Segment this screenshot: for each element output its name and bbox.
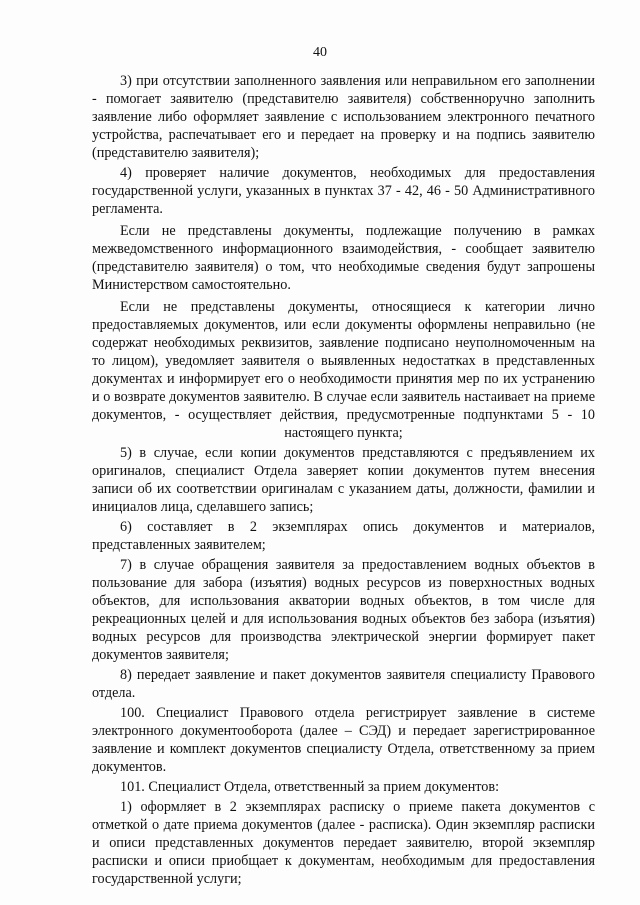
- paragraph-item-5: 5) в случае, если копии документов представляются с предъявлением их оригиналов, специалист Отдела заверяет копии документов путем внесения записи об их соответствии оригиналам с указанием даты, должности, фамилии и инициалов лица, сделавшего запись;: [92, 445, 595, 515]
- paragraph-item-8: 8) передает заявление и пакет документов заявителя специалисту Правового отдела.: [92, 667, 595, 701]
- paragraph-item-7: 7) в случае обращения заявителя за предоставлением водных объектов в пользование для забора (изъятия) водных ресурсов из поверхностных водных объектов, для использования акватории водных объектов, в том числе для рекреационных целей и для использования водных объектов без забора (изъятия) водных ресурсов для производства электрической энергии формирует пакет документов заявителя;: [92, 557, 595, 663]
- document-body: [92, 72, 595, 888]
- paragraph-personal-docs: Если не представлены документы, относящиеся к категории лично предоставляемых документов, или если документы оформлены неправильно (не содержат необходимых реквизитов, заявление подписано неуполномоченным на то лицом), уведомляет заявителя о выявленных недостатках в представленных документах и информирует его о необходимости принятия мер по их устранению и о возврате документов заявителю. В случае если заявитель настаивает на приеме документов, - осуществляет действия, предусмотренные подпунктами 5 - 10 настоящего пункта;: [92, 299, 595, 441]
- paragraph-interagency-docs: Если не представлены документы, подлежащие получению в рамках межведомственного информационного взаимодействия, - сообщает заявителю (представителю заявителя) о том, что необходимые сведения будут запрошены Министерством самостоятельно.: [92, 223, 595, 293]
- page-number: 40: [313, 45, 327, 60]
- paragraph-clause-100: 100. Специалист Правового отдела регистрирует заявление в системе электронного документооборота (далее – СЭД) и передает зарегистрированное заявление и комплект документов специалисту Отдела, ответственному за прием документов.: [92, 705, 595, 775]
- paragraph-clause-101: 101. Специалист Отдела, ответственный за прием документов:: [120, 779, 500, 795]
- paragraph-item-6: 6) составляет в 2 экземплярах опись документов и материалов, представленных заявителем;: [92, 519, 595, 553]
- paragraph-item-4: 4) проверяет наличие документов, необходимых для предоставления государственной услуги, указанных в пунктах 37 - 42, 46 - 50 Административного регламента.: [92, 165, 595, 217]
- paragraph-clause-101-item-1: 1) оформляет в 2 экземплярах расписку о приеме пакета документов с отметкой о дате приема документов (далее - расписка). Один экземпляр расписки и описи представленных документов передает заявителю, второй экземпляр расписки и описи приобщает к документам, необходимым для предоставления государственной услуги;: [92, 799, 595, 887]
- paragraph-item-3: 3) при отсутствии заполненного заявления или неправильном его заполнении - помогает заявителю (представителю заявителя) собственноручно заполнить заявление либо оформляет заявление с использованием электронного печатного устройства, распечатывает его и передает на проверку и на подпись заявителю (представителю заявителя);: [92, 73, 595, 161]
